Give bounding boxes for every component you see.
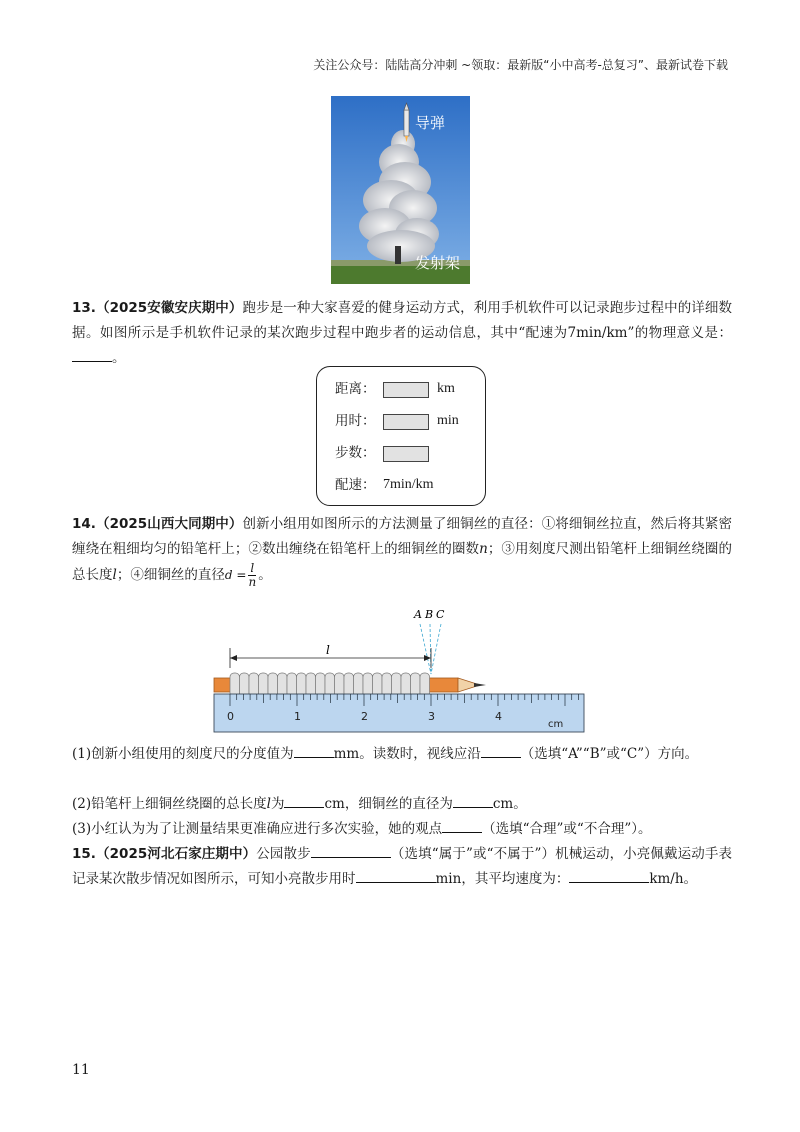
wire-coil bbox=[354, 673, 364, 697]
time-unit: min bbox=[437, 413, 459, 428]
distance-unit: km bbox=[437, 381, 455, 396]
q14-fraction-den: n bbox=[248, 575, 257, 589]
wire-coil bbox=[268, 673, 278, 697]
missile-launch-illustration bbox=[331, 96, 470, 284]
wire-coil bbox=[335, 673, 345, 697]
copper-wire-coils bbox=[230, 673, 430, 697]
q14-sub2-a: (2)铅笔杆上细铜丝绕圈的总长度 bbox=[72, 796, 267, 812]
ruler-number: 0 bbox=[227, 710, 234, 723]
q15-blank-2[interactable] bbox=[356, 867, 436, 883]
q14-fraction-num: l bbox=[250, 561, 255, 575]
running-app-panel bbox=[316, 366, 486, 506]
q14-var-l: l bbox=[112, 567, 117, 583]
q14-sub2-blank-2[interactable] bbox=[453, 792, 493, 808]
q13-source: （2025安徽安庆期中） bbox=[95, 300, 243, 316]
pace-row bbox=[335, 475, 376, 495]
label-a: A bbox=[414, 608, 422, 621]
q14-sub1-b: mm。读数时，视线应沿 bbox=[333, 746, 481, 762]
steps-label: 步数： bbox=[335, 445, 376, 461]
distance-box bbox=[383, 382, 429, 398]
steps-row bbox=[335, 443, 376, 463]
q13-answer-blank[interactable] bbox=[72, 346, 112, 362]
distance-row bbox=[335, 379, 376, 399]
q13-number: 13. bbox=[72, 300, 96, 316]
wire-coil bbox=[382, 673, 392, 697]
launcher-label: 发射架 bbox=[415, 254, 461, 272]
missile-launch-photo bbox=[331, 96, 470, 284]
wire-coil bbox=[401, 673, 411, 697]
q14-sub3-b: （选填“合理”或“不合理”）。 bbox=[482, 821, 652, 837]
wire-coil bbox=[411, 673, 421, 697]
wire-coil bbox=[420, 673, 430, 697]
q14-sub3-blank[interactable] bbox=[442, 817, 482, 833]
ruler-unit: cm bbox=[548, 719, 564, 730]
wire-coil bbox=[230, 673, 240, 697]
wire-coil bbox=[392, 673, 402, 697]
question-13 bbox=[72, 296, 732, 371]
missile-label: 导弹 bbox=[415, 114, 446, 132]
q14-sub1 bbox=[72, 742, 732, 767]
pencil-ruler-figure bbox=[210, 602, 590, 736]
question-14 bbox=[72, 512, 732, 589]
wire-coil bbox=[240, 673, 250, 697]
sight-line-a bbox=[420, 624, 431, 674]
q14-sub2-blank-1[interactable] bbox=[284, 792, 324, 808]
q14-formula-lhs: d = bbox=[224, 568, 247, 582]
label-b: B bbox=[425, 608, 434, 621]
wire-coil bbox=[249, 673, 259, 697]
q14-source: （2025山西大同期中） bbox=[95, 516, 243, 532]
sight-line-c bbox=[431, 624, 441, 674]
q14-text-3: ；④细铜丝的直径 bbox=[116, 567, 225, 583]
q15-blank-3[interactable] bbox=[569, 867, 649, 883]
wire-coil bbox=[259, 673, 269, 697]
ruler-number: 1 bbox=[294, 710, 301, 723]
page-header: 关注公众号：陆陆高分冲刺 ~领取：最新版“小中高考-总复习”、最新试卷下载 bbox=[313, 58, 728, 72]
q14-text-2: ；③用刻度尺测出铅笔杆上细铜丝绕圈的总长度 bbox=[72, 541, 733, 583]
wire-coil bbox=[344, 673, 354, 697]
wire-coil bbox=[373, 673, 383, 697]
q14-sub2 bbox=[72, 792, 732, 817]
pace-label: 配速： bbox=[335, 477, 376, 493]
q15-text-1: 公园散步 bbox=[256, 846, 311, 862]
page-number: 11 bbox=[72, 1062, 90, 1078]
wire-coil bbox=[363, 673, 373, 697]
label-c: C bbox=[436, 608, 445, 621]
q14-sub1-a: (1)创新小组使用的刻度尺的分度值为 bbox=[72, 746, 294, 762]
q14-var-n: n bbox=[479, 541, 488, 557]
q14-sub1-blank-1[interactable] bbox=[294, 742, 334, 758]
wire-coil bbox=[316, 673, 326, 697]
q15-blank-1[interactable] bbox=[311, 842, 391, 858]
q15-text-2: （选填“属于”或“不属于”）机械运动，小亮佩戴运动手表记录某次散步情况如图所示，可知小亮散步用时 bbox=[72, 846, 732, 887]
q13-text-end: 。 bbox=[112, 350, 126, 366]
q14-sub2-c: cm，细铜丝的直径为 bbox=[324, 796, 453, 812]
q14-text-1: 创新小组用如图所示的方法测量了细铜丝的直径：①将细铜丝拉直，然后将其紧密缠绕在粗细均匀的铅笔杆上；②数出缠绕在铅笔杆上的细铜丝的圈数 bbox=[72, 516, 732, 557]
ruler-number: 2 bbox=[361, 710, 368, 723]
pencil-lead bbox=[474, 683, 486, 687]
wire-coil bbox=[278, 673, 288, 697]
q15-text-3: min，其平均速度为： bbox=[435, 871, 570, 887]
q14-sub2-b: 为 bbox=[270, 796, 285, 812]
q14-sub1-c: （选填“A”“B”或“C”）方向。 bbox=[520, 746, 699, 762]
q15-source: （2025河北石家庄期中） bbox=[95, 846, 257, 862]
ruler bbox=[214, 694, 584, 732]
ruler-number: 4 bbox=[495, 710, 502, 723]
wire-coil bbox=[287, 673, 297, 697]
question-15 bbox=[72, 842, 732, 892]
q15-number: 15. bbox=[72, 846, 96, 862]
time-row bbox=[335, 411, 376, 431]
wire-coil bbox=[297, 673, 307, 697]
steps-box bbox=[383, 446, 429, 462]
q14-sub3 bbox=[72, 817, 732, 842]
time-box bbox=[383, 414, 429, 430]
wire-coil bbox=[306, 673, 316, 697]
q14-number: 14. bbox=[72, 516, 96, 532]
length-label: l bbox=[326, 643, 330, 657]
q14-fraction bbox=[248, 562, 256, 589]
q15-text-4: km/h。 bbox=[649, 871, 698, 887]
time-label: 用时： bbox=[335, 413, 376, 429]
q14-text-4: 。 bbox=[258, 567, 272, 583]
q13-text: 跑步是一种大家喜爱的健身运动方式，利用手机软件可以记录跑步过程中的详细数据。如图所示是手机软件记录的某次跑步过程中跑步者的运动信息，其中“配速为7min/km”的物理意义是： bbox=[72, 300, 732, 341]
distance-label: 距离： bbox=[335, 381, 376, 397]
ruler-number: 3 bbox=[428, 710, 435, 723]
q14-sub2-d: cm。 bbox=[492, 796, 527, 812]
wire-coil bbox=[325, 673, 335, 697]
q14-sub2-var: l bbox=[266, 796, 271, 812]
q14-sub1-blank-2[interactable] bbox=[481, 742, 521, 758]
q14-sub3-a: (3)小红认为为了让测量结果更准确应进行多次实验，她的观点 bbox=[72, 821, 443, 837]
pace-value: 7min/km bbox=[383, 477, 434, 492]
